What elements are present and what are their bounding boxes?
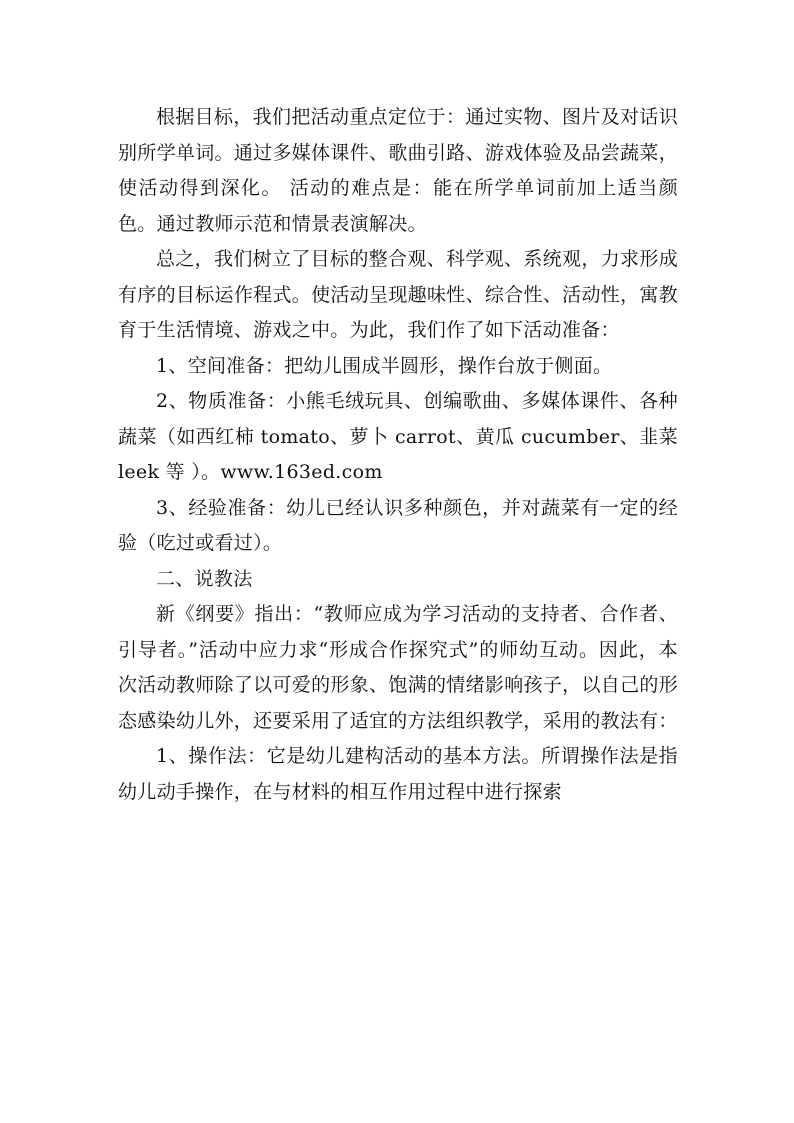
paragraph-teaching-focus: 根据目标，我们把活动重点定位于：通过实物、图片及对话识别所学单词。通过多媒体课件、歌曲引路、游戏体验及品尝蔬菜，使活动得到深化。 活动的难点是：能在所学单词前加上适当颜色。通过教师示范和情景表演解决。 — [118, 106, 678, 235]
paragraph-operation-method: 1、操作法：它是幼儿建构活动的基本方法。所谓操作法是指幼儿动手操作，在与材料的相互作用过程中进行探索 — [118, 745, 678, 803]
paragraph-space-preparation: 1、空间准备：把幼儿围成半圆形，操作台放于侧面。 — [156, 354, 613, 377]
section-heading-teaching-methods: 二、说教法 — [156, 567, 253, 590]
paragraph-summary: 总之，我们树立了目标的整合观、科学观、系统观，力求形成有序的目标运作程式。使活动呈现趣味性、综合性、活动性，寓教育于生活情境、游戏之中。为此，我们作了如下活动准备： — [118, 248, 678, 341]
paragraph-experience-preparation: 3、经验准备：幼儿已经认识多种颜色，并对蔬菜有一定的经验（吃过或看过）。 — [118, 496, 678, 554]
paragraph-material-preparation: 2、物质准备：小熊毛绒玩具、创编歌曲、多媒体课件、各种蔬菜（如西红柿 tomato、萝卜 carrot、黄瓜 cucumber、韭菜 leek 等 ）。www.163ed.com — [118, 390, 678, 483]
paragraph-guideline-quote: 新《纲要》指出：“教师应成为学习活动的支持者、合作者、引导者。”活动中应力求“形成合作探究式”的师幼互动。因此，本次活动教师除了以可爱的形象、饱满的情绪影响孩子，以自己的形态感染幼儿外，还要采用了适宜的方法组织教学，采用的教法有： — [118, 603, 678, 732]
document-body — [118, 100, 678, 810]
